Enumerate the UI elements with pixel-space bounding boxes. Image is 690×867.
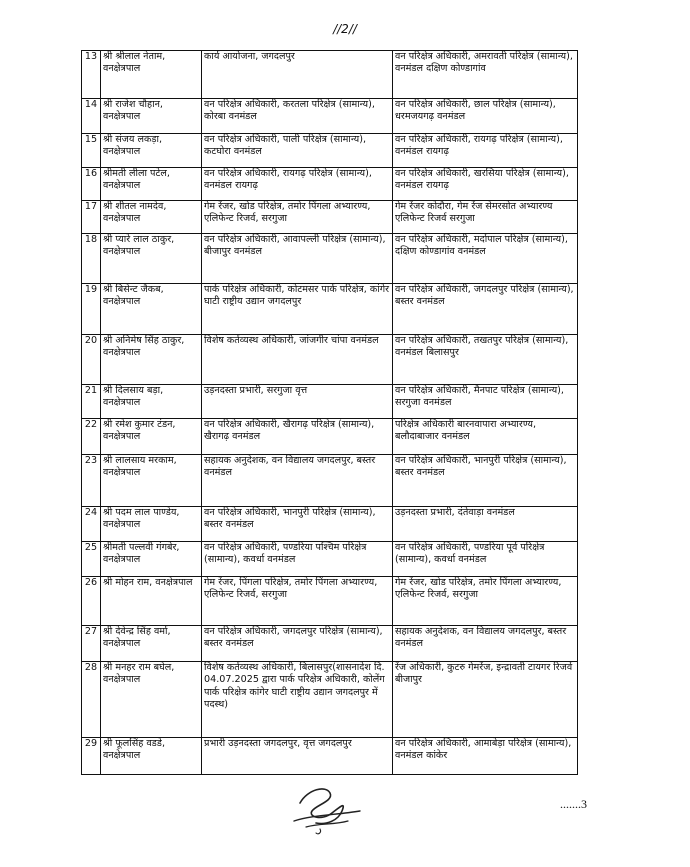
new-posting: वन परिक्षेत्र अधिकारी, तखतपुर परिक्षेत्र (सामान्य), वनमंडल बिलासपुर [393, 335, 578, 385]
current-posting: वन परिक्षेत्र अधिकारी, आवापल्ली परिक्षेत्र (सामान्य), बीजापुर वनमंडल [202, 234, 393, 284]
table-row [82, 738, 578, 775]
table-row [82, 455, 578, 507]
table-row [82, 626, 578, 662]
current-posting: गेम रेंजर, पिंगला परिक्षेत्र, तमोर पिंगला अभ्यारण्य, एलिफेन्ट रिजर्व, सरगुजा [202, 577, 393, 626]
new-posting: वन परिक्षेत्र अधिकारी, भानपुरी परिक्षेत्र (सामान्य), बस्तर वनमंडल [393, 455, 578, 507]
officer-name: श्रीमती लीला पटेल, वनक्षेत्रपाल [101, 168, 202, 201]
table-row [82, 507, 578, 542]
officer-name: श्री संजय लकड़ा, वनक्षेत्रपाल [101, 134, 202, 168]
officer-name: श्री मोहन राम, वनक्षेत्रपाल [101, 577, 202, 626]
row-number: 13 [82, 51, 101, 99]
new-posting: वन परिक्षेत्र अधिकारी, अमरावती परिक्षेत्र (सामान्य), वनमंडल दक्षिण कोण्डागांव [393, 51, 578, 99]
next-page-marker: .......3 [560, 797, 587, 811]
new-posting: उड़नदस्ता प्रभारी, दंतेवाड़ा वनमंडल [393, 507, 578, 542]
officer-name: श्री अनिमेष सिंह ठाकुर, वनक्षेत्रपाल [101, 335, 202, 385]
current-posting: वन परिक्षेत्र अधिकारी, भानपुरी परिक्षेत्र (सामान्य), बस्तर वनमंडल [202, 507, 393, 542]
row-number: 14 [82, 99, 101, 134]
current-posting: वन परिक्षेत्र अधिकारी, रायगढ़ परिक्षेत्र (सामान्य), वनमंडल रायगढ़ [202, 168, 393, 201]
current-posting: पार्क परिक्षेत्र अधिकारी, कोटमसर पार्क परिक्षेत्र, कांगेर घाटी राष्ट्रीय उद्यान जगदलपुर [202, 284, 393, 335]
new-posting: वन परिक्षेत्र अधिकारी, मर्दापाल परिक्षेत्र (सामान्य), दक्षिण कोण्डागांव वनमंडल [393, 234, 578, 284]
officer-name: श्री दिलसाय बड़ा, वनक्षेत्रपाल [101, 385, 202, 419]
table-row [82, 335, 578, 385]
current-posting: उड़नदस्ता प्रभारी, सरगुजा वृत्त [202, 385, 393, 419]
table-row [82, 577, 578, 626]
current-posting: गेम रेंजर, खोड परिक्षेत्र, तमोर पिंगला अभ्यारण्य, एलिफेन्ट रिजर्व, सरगुजा [202, 201, 393, 234]
new-posting: गेम रेंजर, खोड परिक्षेत्र, तमोर पिंगला अभ्यारण्य, एलिफेन्ट रिजर्व, सरगुजा [393, 577, 578, 626]
officer-name: श्री प्यारे लाल ठाकुर, वनक्षेत्रपाल [101, 234, 202, 284]
new-posting: गेम रेंजर कोदौरा, गेम रेंज सेमरसोत अभ्यारण्य एलिफेन्ट रिजर्व सरगुजा [393, 201, 578, 234]
new-posting: रेंज अधिकारी, कुटरु गेमरेंज, इन्द्रावती टायगर रिजर्व बीजापुर [393, 662, 578, 738]
row-number: 16 [82, 168, 101, 201]
table-row [82, 419, 578, 455]
table-row [82, 662, 578, 738]
signature-icon [286, 781, 366, 837]
page-header: //2// [333, 22, 357, 36]
current-posting: विशेष कर्तव्यस्थ अधिकारी, बिलासपुर(शासनादेश दि. 04.07.2025 द्वारा पार्क परिक्षेत्र अधिकारी, कोलेंग पार्क परिक्षेत्र कांगेर घाटी राष्ट्रीय उद्यान जगदलपुर में पदस्थ) [202, 662, 393, 738]
row-number: 20 [82, 335, 101, 385]
row-number: 21 [82, 385, 101, 419]
new-posting: वन परिक्षेत्र अधिकारी, पण्डरिया पूर्व परिक्षेत्र (सामान्य), कवर्धा वनमंडल [393, 542, 578, 577]
row-number: 19 [82, 284, 101, 335]
new-posting: वन परिक्षेत्र अधिकारी, खरसिया परिक्षेत्र (सामान्य), वनमंडल रायगढ़ [393, 168, 578, 201]
current-posting: वन परिक्षेत्र अधिकारी, करतला परिक्षेत्र (सामान्य), कोरबा वनमंडल [202, 99, 393, 134]
officer-name: श्री फूलसिंह वडडे, वनक्षेत्रपाल [101, 738, 202, 775]
officer-name: श्री राजेश चौहान, वनक्षेत्रपाल [101, 99, 202, 134]
new-posting: वन परिक्षेत्र अधिकारी, जगदलपुर परिक्षेत्र (सामान्य), बस्तर वनमंडल [393, 284, 578, 335]
row-number: 22 [82, 419, 101, 455]
table-row [82, 201, 578, 234]
current-posting: कार्य आयोजना, जगदलपुर [202, 51, 393, 99]
table-row [82, 542, 578, 577]
row-number: 24 [82, 507, 101, 542]
new-posting: वन परिक्षेत्र अधिकारी, रायगढ़ परिक्षेत्र (सामान्य), वनमंडल रायगढ़ [393, 134, 578, 168]
officer-name: श्री रमेश कुमार टंडन, वनक्षेत्रपाल [101, 419, 202, 455]
row-number: 27 [82, 626, 101, 662]
current-posting: प्रभारी उड़नदस्ता जगदलपुर, वृत्त जगदलपुर [202, 738, 393, 775]
table-row [82, 234, 578, 284]
new-posting: परिक्षेत्र अधिकारी बारनवापारा अभ्यारण्य, बलौदाबाजार वनमंडल [393, 419, 578, 455]
current-posting: विशेष कर्तव्यस्थ अधिकारी, जांजगीर चांपा वनमंडल [202, 335, 393, 385]
row-number: 29 [82, 738, 101, 775]
current-posting: वन परिक्षेत्र अधिकारी, जगदलपुर परिक्षेत्र (सामान्य), बस्तर वनमंडल [202, 626, 393, 662]
row-number: 28 [82, 662, 101, 738]
new-posting: वन परिक्षेत्र अधिकारी, छाल परिक्षेत्र (सामान्य), धरमजयगढ़ वनमंडल [393, 99, 578, 134]
current-posting: वन परिक्षेत्र अधिकारी, खैरागढ़ परिक्षेत्र (सामान्य), खैरागढ़ वनमंडल [202, 419, 393, 455]
officer-name: श्री मनहर राम बघेल, वनक्षेत्रपाल [101, 662, 202, 738]
row-number: 17 [82, 201, 101, 234]
officer-name: श्री लालसाय मरकाम, वनक्षेत्रपाल [101, 455, 202, 507]
officer-name: श्री शीतल नामदेव, वनक्षेत्रपाल [101, 201, 202, 234]
row-number: 26 [82, 577, 101, 626]
current-posting: वन परिक्षेत्र अधिकारी, पण्डरिया पश्चिम परिक्षेत्र (सामान्य), कवर्धा वनमंडल [202, 542, 393, 577]
table-row [82, 284, 578, 335]
row-number: 18 [82, 234, 101, 284]
officer-name: श्री पदम लाल पाण्डेय, वनक्षेत्रपाल [101, 507, 202, 542]
current-posting: सहायक अनुदेशक, वन विद्यालय जगदलपुर, बस्तर वनमंडल [202, 455, 393, 507]
officer-name: श्री बिसेन्ट जैकब, वनक्षेत्रपाल [101, 284, 202, 335]
table-row [82, 99, 578, 134]
table-row [82, 134, 578, 168]
officer-name: श्रीमती पल्लवी गंगबेर, वनक्षेत्रपाल [101, 542, 202, 577]
new-posting: सहायक अनुदेशक, वन विद्यालय जगदलपुर, बस्तर वनमंडल [393, 626, 578, 662]
row-number: 25 [82, 542, 101, 577]
transfer-table [81, 50, 578, 775]
officer-name: श्री श्रीलाल नेताम, वनक्षेत्रपाल [101, 51, 202, 99]
table-row [82, 385, 578, 419]
row-number: 23 [82, 455, 101, 507]
current-posting: वन परिक्षेत्र अधिकारी, पाली परिक्षेत्र (सामान्य), कटघोरा वनमंडल [202, 134, 393, 168]
new-posting: वन परिक्षेत्र अधिकारी, मैनपाट परिक्षेत्र (सामान्य), सरगुजा वनमंडल [393, 385, 578, 419]
table-row [82, 168, 578, 201]
table-row [82, 51, 578, 99]
new-posting: वन परिक्षेत्र अधिकारी, आमाबेड़ा परिक्षेत्र (सामान्य), वनमंडल कांकेर [393, 738, 578, 775]
row-number: 15 [82, 134, 101, 168]
officer-name: श्री देवेन्द्र सिंह वर्मा, वनक्षेत्रपाल [101, 626, 202, 662]
